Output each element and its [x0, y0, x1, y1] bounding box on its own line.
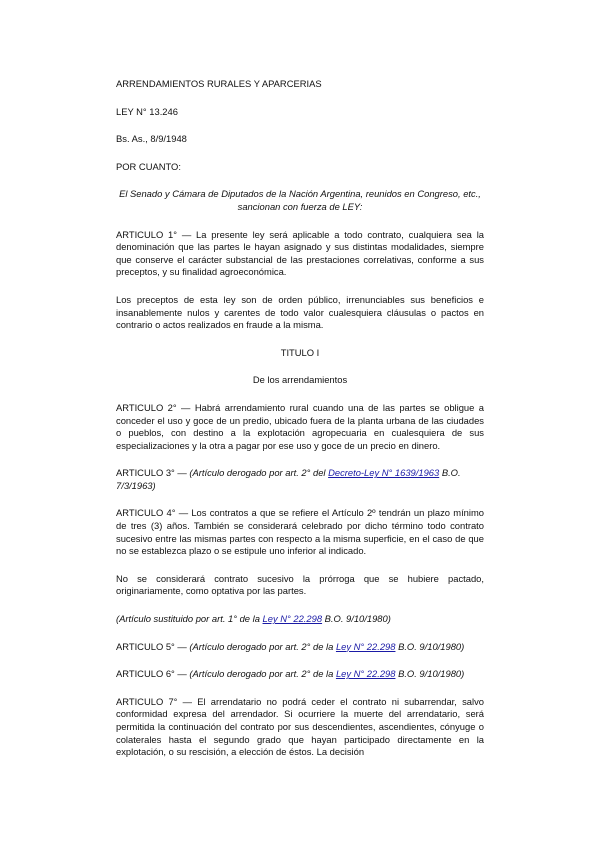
article-5-note: (Artículo derogado por art. 2° de la Ley N° 22.298 B.O. 9/10/1980) [186, 640, 465, 652]
ley-22298-link[interactable]: Ley N° 22.298 [335, 668, 396, 680]
enactment-formula: El Senado y Cámara de Diputados de la Nación Argentina, reunidos en Congreso, etc., sancionan con fuerza de LEY: [119, 188, 481, 212]
article-4-note: (Artículo sustituido por art. 1° de la Ley N° 22.298 B.O. 9/10/1980) [116, 613, 391, 625]
document-body [116, 78, 484, 759]
por-cuanto: POR CUANTO: [116, 160, 181, 172]
article-3-note: (Artículo derogado por art. 2° del Decreto-Ley N° 1639/1963 B.O. 7/3/1963) [116, 467, 461, 491]
article-6-note: (Artículo derogado por art. 2° de la Ley N° 22.298 B.O. 9/10/1980) [186, 668, 465, 680]
ley-22298-link[interactable]: Ley N° 22.298 [335, 640, 396, 652]
article-7: ARTICULO 7° — El arrendatario no podrá ceder el contrato ni subarrendar, salvo conformidad expresa del arrendador. Si ocurriere la muerte del arrendatario, será permitida la continuación del contrato por sus descendientes, ascendientes, cónyuge o colaterales hasta el segundo grado que hayan participado directamente en la explotación, o su rescisión, a elección de éstos. La decisión [116, 695, 484, 758]
article-5 [116, 641, 484, 654]
article-3-heading: ARTICULO 3° — [116, 467, 187, 479]
titulo-subtitle: De los arrendamientos [252, 374, 348, 386]
article-6-heading: ARTICULO 6° — [116, 668, 187, 680]
article-6 [116, 668, 484, 681]
article-4: ARTICULO 4° — Los contratos a que se refiere el Artículo 2º tendrán un plazo mínimo de tres (3) años. También se considerará celebrado por dicho término todo contrato sucesivo entre las mismas partes con respecto a la misma superficie, en el caso de que no se establezca plazo o se estipule uno inferior al indicado. [116, 507, 484, 557]
article-3 [116, 467, 484, 492]
article-5-heading: ARTICULO 5° — [116, 640, 187, 652]
article-1: ARTICULO 1° — La presente ley será aplicable a todo contrato, cualquiera sea la denominación que las partes le hayan asignado y sus distintas modalidades, siempre que conserve el carácter substancial de las prestaciones correlativas, conforme a sus preceptos, y su finalidad agroeconómica. [116, 228, 484, 278]
article-4-second-paragraph: No se considerará contrato sucesivo la prórroga que se hubiere pactado, originariamente, como optativa por las partes. [116, 572, 484, 597]
ley-22298-link[interactable]: Ley N° 22.298 [262, 613, 323, 625]
law-number: LEY N° 13.246 [116, 105, 178, 117]
decreto-ley-1639-link[interactable]: Decreto-Ley N° 1639/1963 [328, 467, 440, 479]
orden-publico-paragraph: Los preceptos de esta ley son de orden público, irrenunciables sus beneficios e insanablemente nulos y carentes de todo valor cualesquiera cláusulas o pactos en contrario o actos realizados en fraude a la misma. [116, 293, 484, 331]
document-title: ARRENDAMIENTOS RURALES Y APARCERIAS [116, 78, 322, 89]
law-date: Bs. As., 8/9/1948 [116, 133, 187, 145]
article-2: ARTICULO 2° — Habrá arrendamiento rural cuando una de las partes se obligue a conceder el uso y goce de un predio, ubicado fuera de la planta urbana de las ciudades o pueblos, con destino a la explotación agropecuaria en cualesquiera de sus especializaciones y la otra a pagar por ese uso y goce de un precio en dinero. [116, 401, 484, 451]
titulo-heading: TITULO I [280, 346, 320, 358]
